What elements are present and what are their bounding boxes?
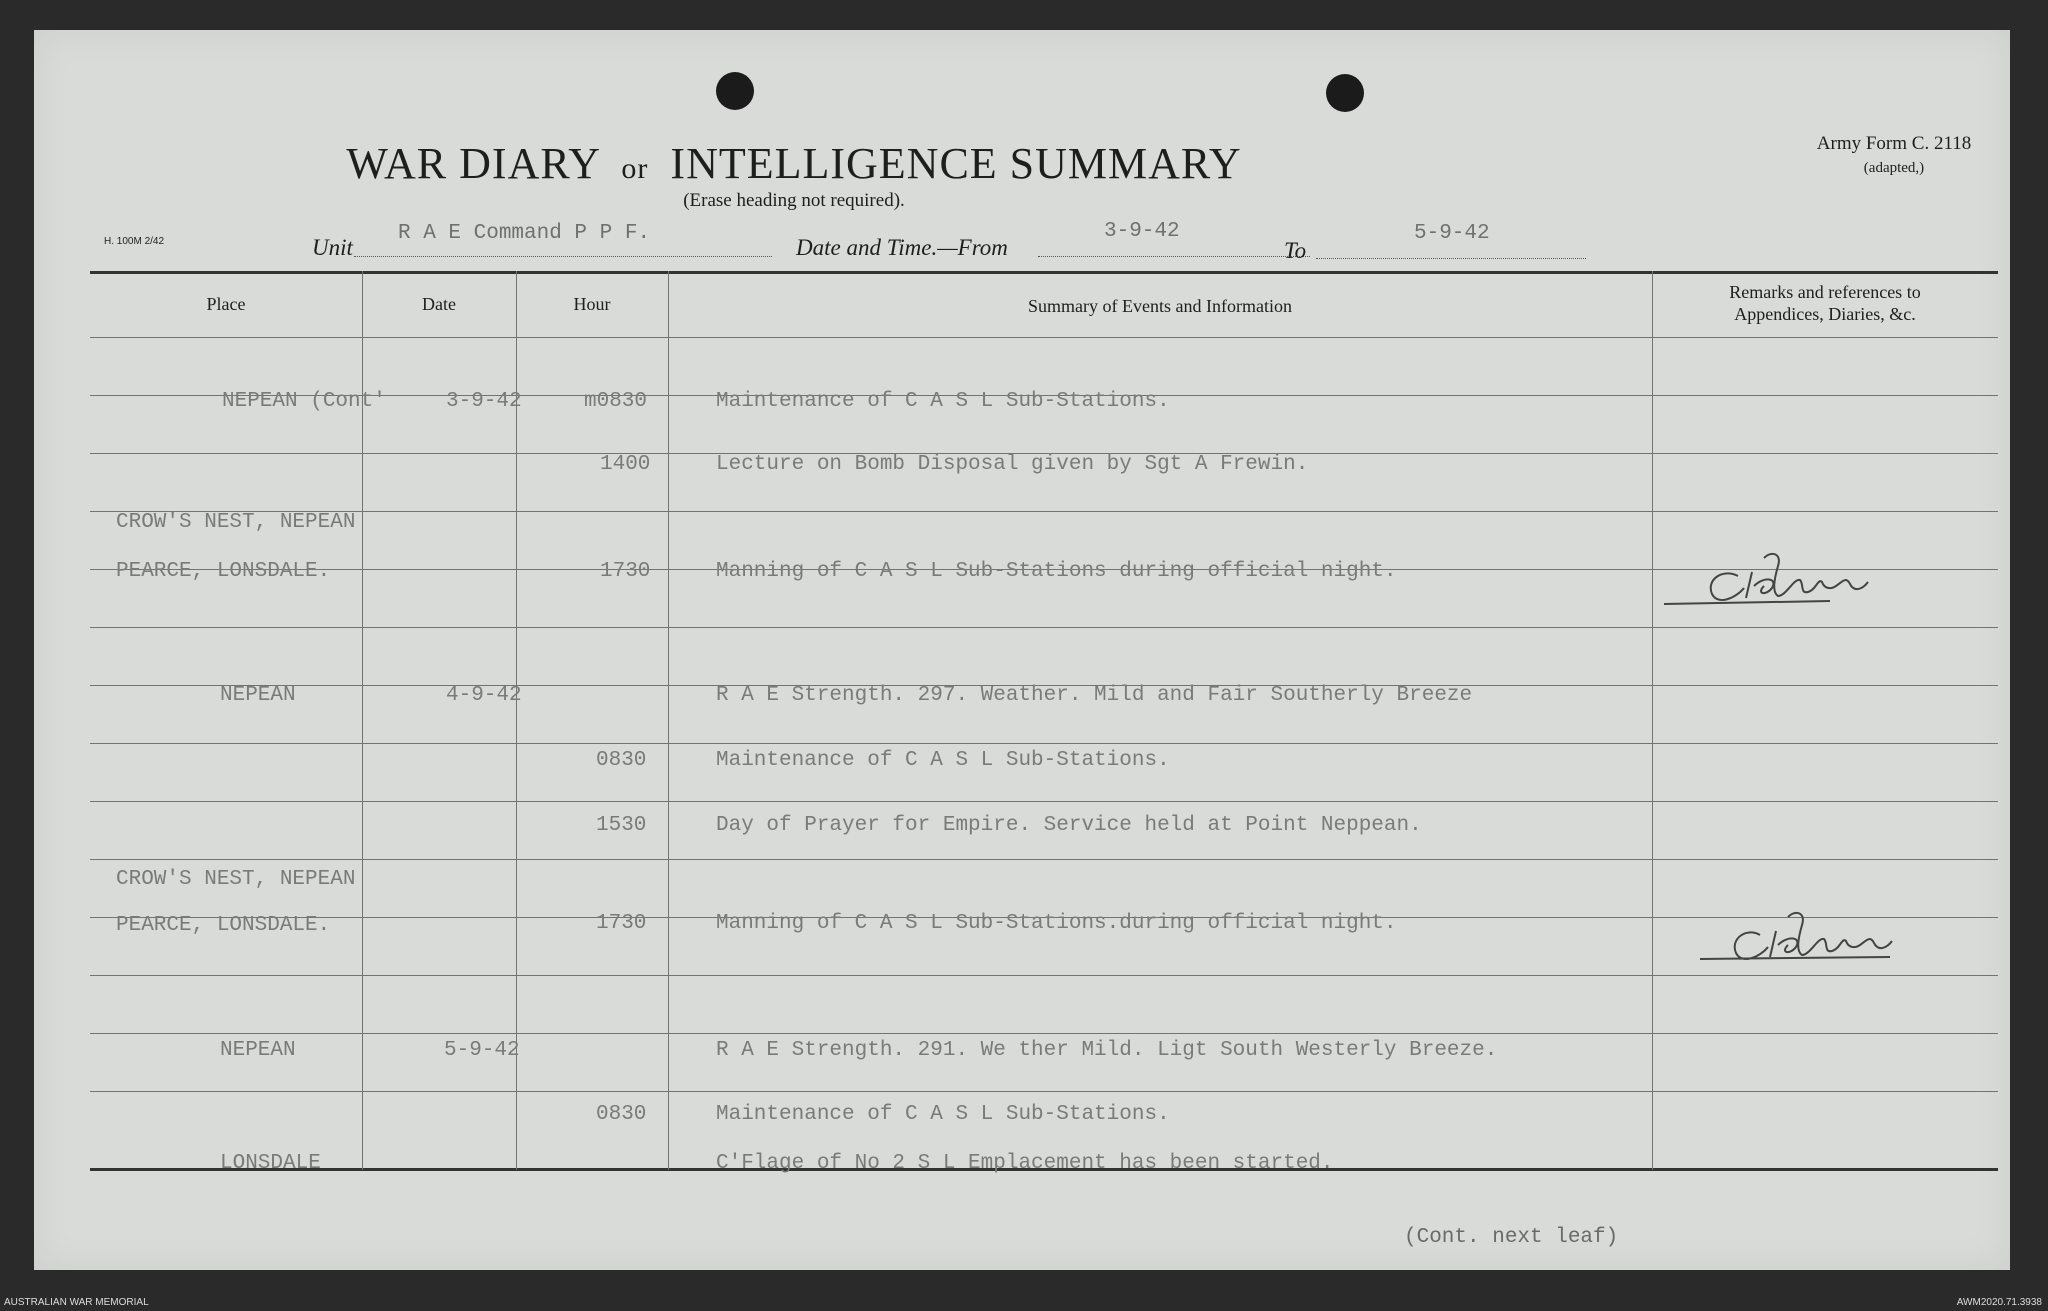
date-to-value: 5-9-42 [1414, 222, 1490, 245]
column-divider-summary-remarks [1652, 271, 1653, 1170]
row-9-place: PEARCE, LONSDALE. [116, 914, 331, 937]
column-divider-hour-summary [668, 271, 669, 1170]
date-from-value: 3-9-42 [1104, 220, 1180, 243]
unit-line [354, 256, 772, 257]
row-6-summary: Maintenance of C A S L Sub-Stations. [716, 749, 1170, 772]
column-header-hour: Hour [573, 294, 611, 314]
column-header-place: Place [206, 294, 246, 314]
diary-sheet [34, 30, 2010, 1270]
row-rule [90, 1033, 1998, 1034]
row-8-place: CROW'S NEST, NEPEAN [116, 868, 356, 891]
table-top-rule [90, 271, 1998, 274]
row-4-hour: 1730 [600, 560, 651, 583]
date-to-line [1316, 258, 1586, 259]
row-2-summary: Lecture on Bomb Disposal given by Sgt A Frewin. [716, 453, 1309, 476]
row-10-date: 5-9-42 [444, 1039, 520, 1062]
remarks-header-line2: Appendices, Diaries, &c. [1734, 304, 1916, 324]
archive-credit: AUSTRALIAN WAR MEMORIAL [4, 1297, 149, 1308]
row-1-place: NEPEAN (Cont' [222, 390, 386, 413]
form-print-code: H. 100M 2/42 [104, 236, 165, 247]
army-form-adapted: (adapted,) [1863, 160, 1925, 176]
unit-value: R A E Command P P F. [398, 222, 651, 245]
signature-2 [1690, 907, 1990, 977]
row-11-summary: Maintenance of C A S L Sub-Stations. [716, 1103, 1170, 1126]
date-from-label: Date and Time.—From [796, 235, 1008, 260]
punch-hole-right [1326, 74, 1364, 112]
row-rule [90, 743, 1998, 744]
row-rule [90, 337, 1998, 338]
title-war-diary: WAR DIARY [346, 139, 600, 188]
column-header-summary: Summary of Events and Information [1028, 296, 1292, 316]
row-4-place: PEARCE, LONSDALE. [116, 560, 331, 583]
row-10-place: NEPEAN [220, 1039, 296, 1062]
row-9-summary: Manning of C A S L Sub-Stations.during official night. [716, 912, 1397, 935]
row-1-hour: m0830 [584, 390, 648, 413]
row-4-summary: Manning of C A S L Sub-Stations during official night. [716, 560, 1397, 583]
row-6-hour: 0830 [596, 749, 647, 772]
row-5-place: NEPEAN [220, 684, 296, 707]
column-header-date: Date [422, 294, 456, 314]
date-to-label: To [1284, 238, 1307, 263]
archive-reference: AWM2020.71.3938 [1956, 1297, 2042, 1308]
army-form-label [1754, 132, 2034, 180]
row-rule [90, 627, 1998, 628]
row-1-date: 3-9-42 [446, 390, 522, 413]
diary-table [90, 271, 1998, 1186]
row-rule [90, 511, 1998, 512]
row-5-date: 4-9-42 [446, 684, 522, 707]
row-5-summary: R A E Strength. 297. Weather. Mild and Fair Southerly Breeze [716, 684, 1473, 707]
row-rule [90, 1091, 1998, 1092]
row-1-summary: Maintenance of C A S L Sub-Stations. [716, 390, 1170, 413]
punch-hole-left [716, 72, 754, 110]
row-12-place: LONSDALE [220, 1152, 321, 1175]
row-9-hour: 1730 [596, 912, 647, 935]
signature-1 [1660, 546, 1960, 616]
title-or: or [621, 152, 649, 185]
continuation-note: (Cont. next leaf) [1404, 1226, 1619, 1249]
form-title [34, 138, 1554, 189]
column-header-remarks [1652, 281, 1998, 325]
row-10-summary: R A E Strength. 291. We ther Mild. Ligt South Westerly Breeze. [716, 1039, 1498, 1062]
row-7-summary: Day of Prayer for Empire. Service held at Point Neppean. [716, 814, 1422, 837]
row-12-summary: C'Flage of No 2 S L Emplacement has been started. [716, 1152, 1334, 1175]
army-form-number: Army Form C. 2118 [1816, 133, 1972, 154]
remarks-header-line1: Remarks and references to [1729, 282, 1921, 302]
row-7-hour: 1530 [596, 814, 647, 837]
row-11-hour: 0830 [596, 1103, 647, 1126]
unit-label: Unit [312, 235, 353, 260]
title-intelligence-summary: INTELLIGENCE SUMMARY [670, 139, 1242, 188]
row-3-place: CROW'S NEST, NEPEAN [116, 511, 356, 534]
date-from-line [1038, 256, 1310, 257]
row-rule [90, 859, 1998, 860]
form-subtitle: (Erase heading not required). [683, 190, 905, 211]
row-rule [90, 801, 1998, 802]
row-2-hour: 1400 [600, 453, 651, 476]
